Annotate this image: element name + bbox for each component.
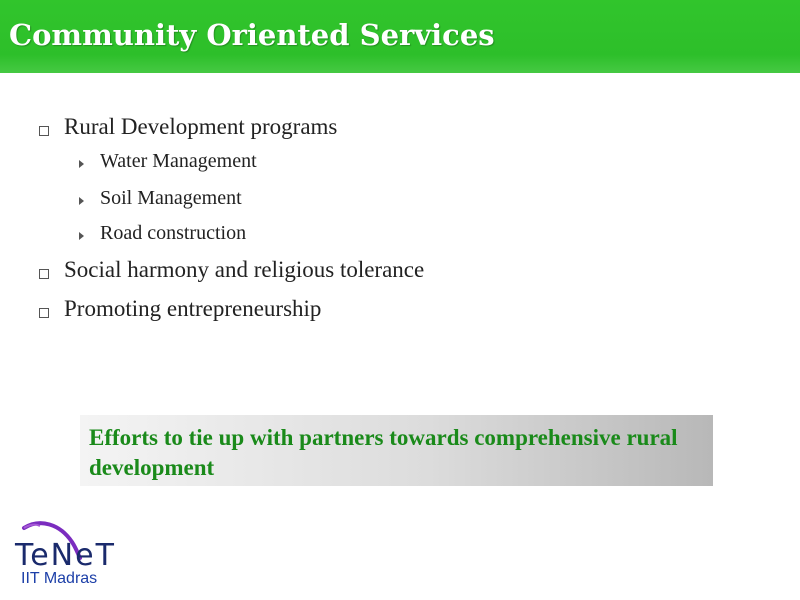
arrow-bullet-icon — [79, 160, 84, 168]
arrow-bullet-icon — [79, 197, 84, 205]
bullet-item: Social harmony and religious tolerance — [64, 257, 425, 282]
callout-text: Efforts to tie up with partners towards comprehensive rural development — [89, 425, 678, 480]
logo-subtitle: IIT Madras — [21, 570, 98, 587]
arrow-bullet-icon — [79, 232, 84, 240]
tenet-logo — [10, 520, 130, 595]
sub-bullet-item: Water Management — [100, 150, 257, 172]
square-bullet-icon — [39, 308, 49, 318]
square-bullet-icon — [39, 269, 49, 279]
slide-title: Community Oriented Services — [9, 18, 495, 52]
title-bar — [0, 0, 800, 73]
bullet-item: Rural Development programs — [64, 114, 338, 139]
bullet-item: Promoting entrepreneurship — [64, 296, 322, 321]
square-bullet-icon — [39, 126, 49, 136]
sub-bullet-item: Soil Management — [100, 187, 242, 209]
logo-wordmark: TeNeT — [15, 538, 116, 573]
callout-box — [80, 415, 713, 486]
sub-bullet-item: Road construction — [100, 222, 247, 244]
